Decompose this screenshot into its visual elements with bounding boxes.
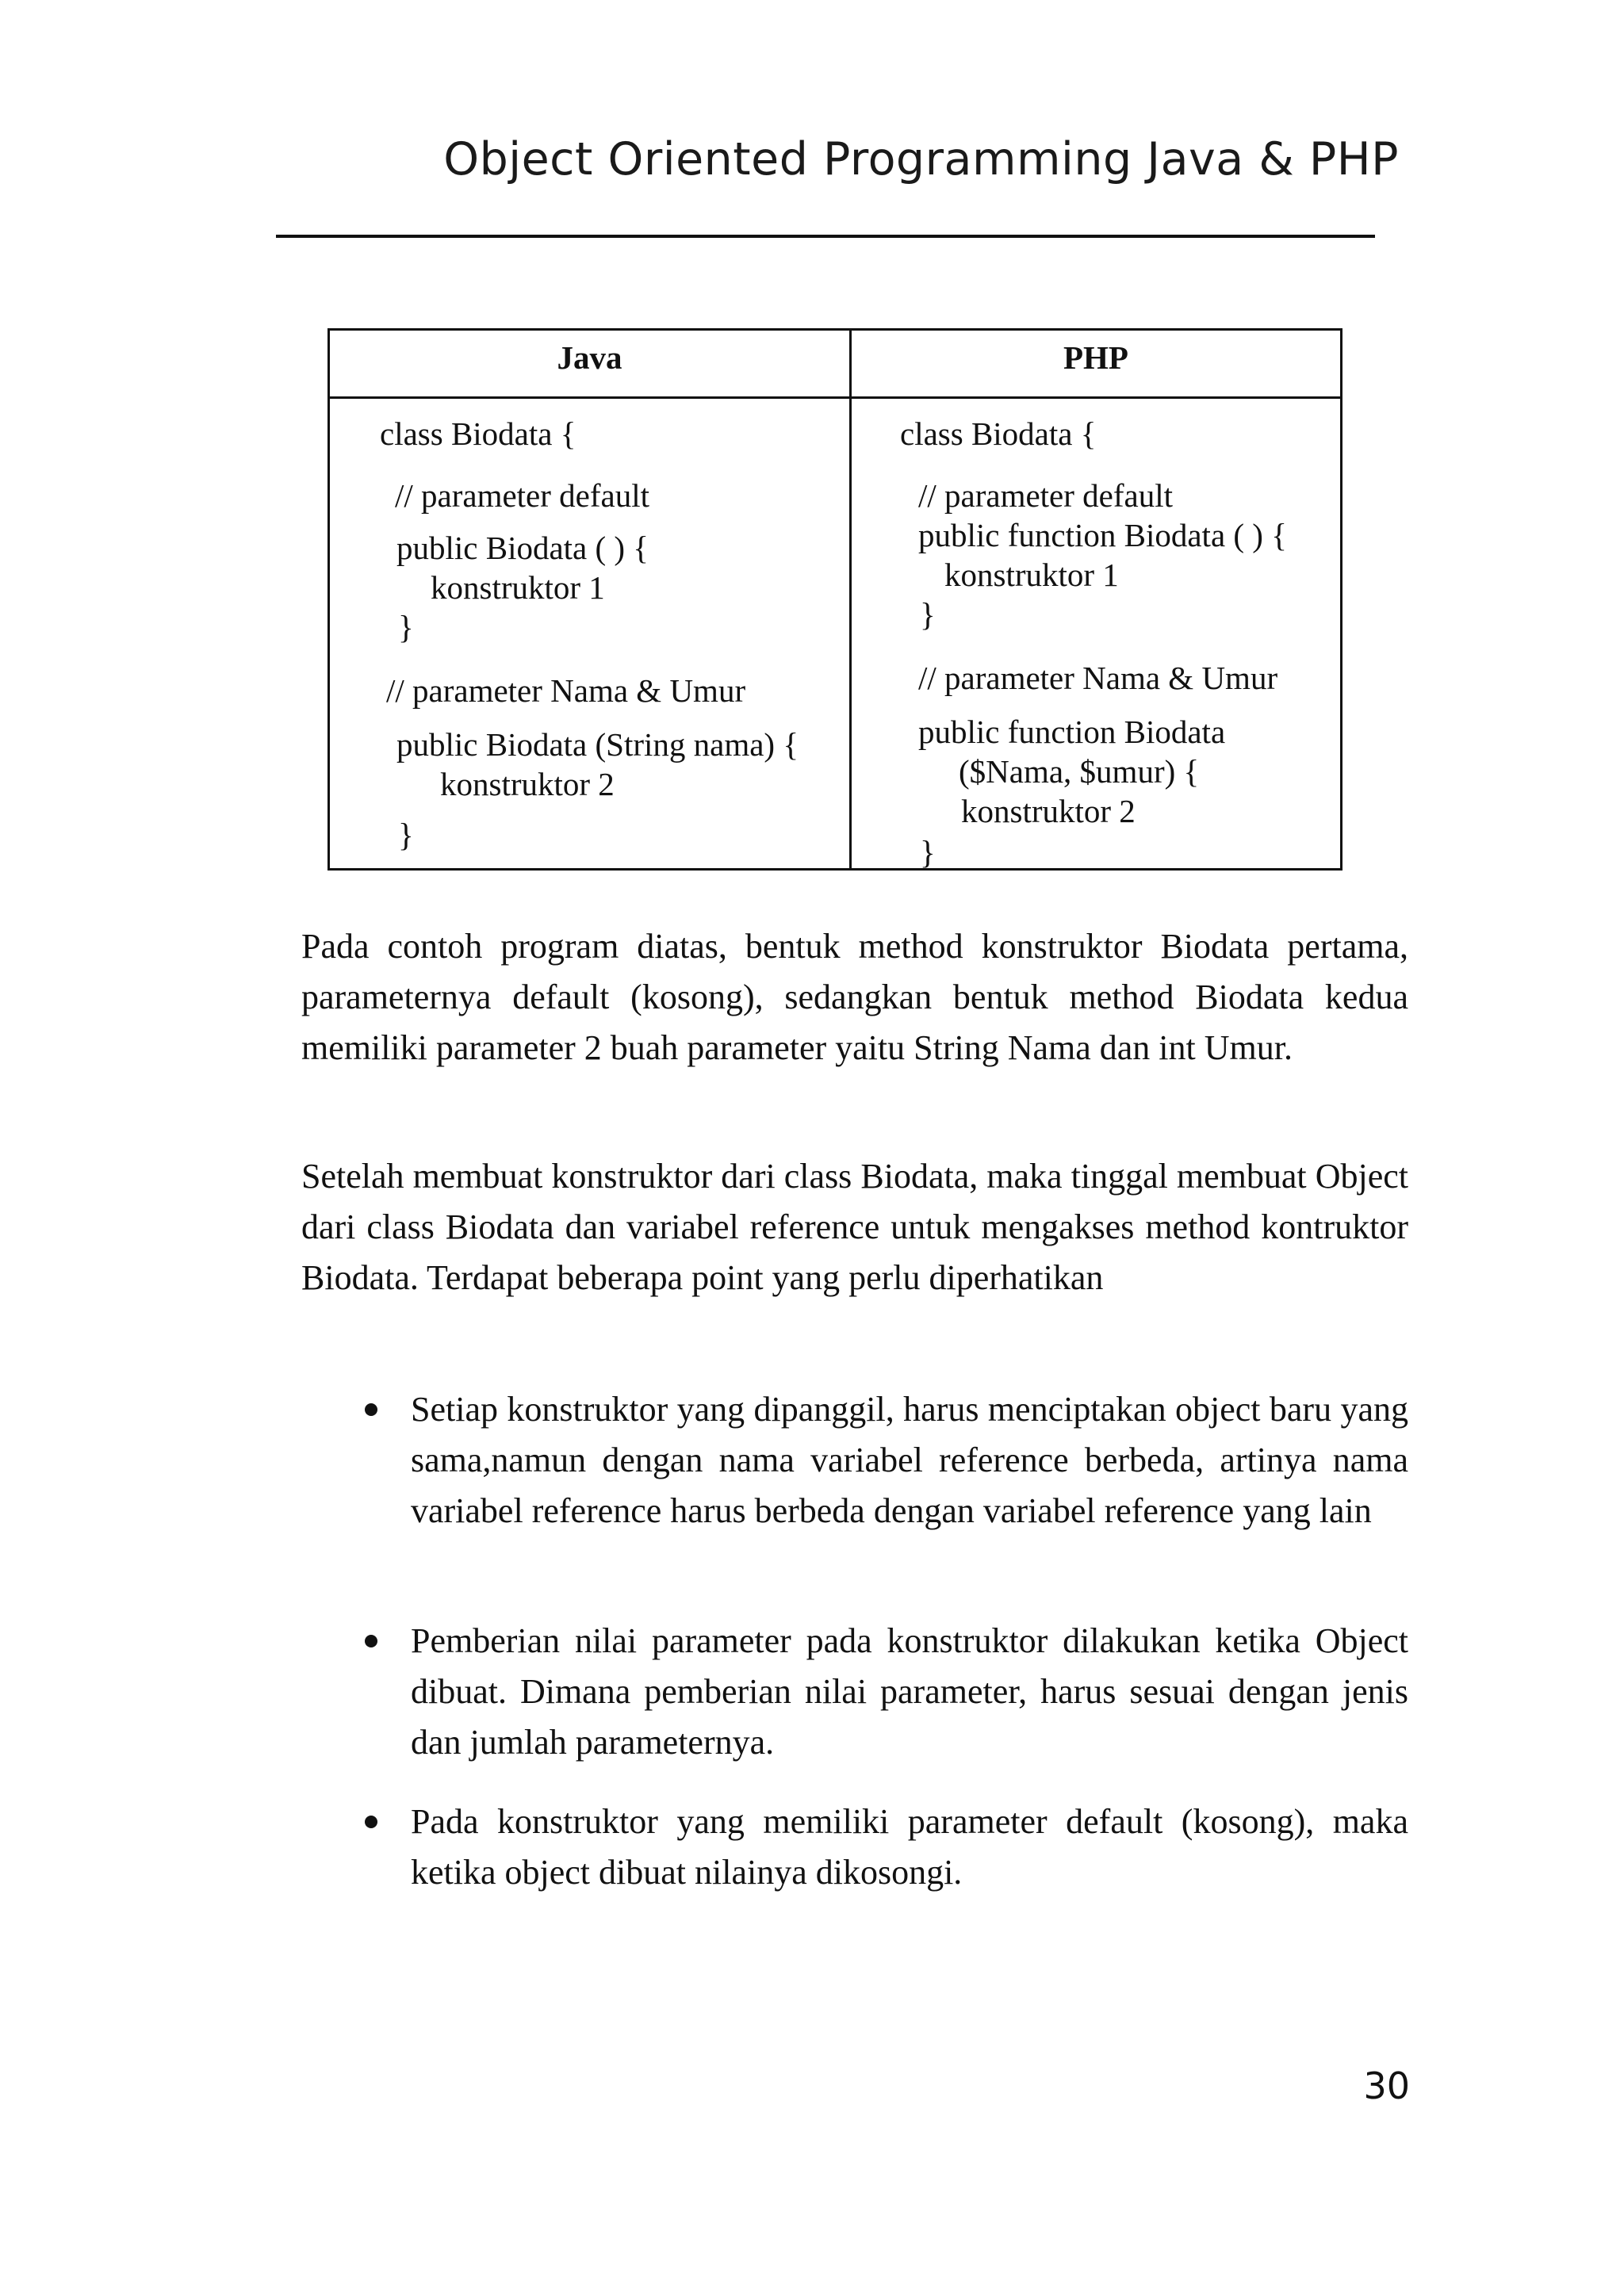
bullet-text: Pemberian nilai parameter pada konstruktor dilakukan ketika Object dibuat. Dimana pemberian nilai parameter, harus sesuai dengan jenis dan jumlah parameternya. bbox=[411, 1621, 1408, 1762]
bullet-dot-icon bbox=[365, 1403, 377, 1416]
php-code-line: } bbox=[920, 834, 936, 871]
php-column-header: PHP bbox=[1063, 339, 1128, 376]
header-rule bbox=[276, 235, 1375, 238]
php-code-line: class Biodata { bbox=[900, 415, 1097, 452]
body-paragraph: Setelah membuat konstruktor dari class Biodata, maka tinggal membuat Object dari class Biodata dan variabel reference untuk mengakses method kontruktor Biodata. Terdapat beberapa point yang perlu diperhatikan bbox=[301, 1157, 1408, 1297]
page-number: 30 bbox=[1363, 2064, 1410, 2107]
header-divider bbox=[330, 396, 1340, 399]
php-code-line: public function Biodata bbox=[918, 714, 1226, 750]
java-code-line: } bbox=[398, 817, 414, 853]
bullet-dot-icon bbox=[365, 1816, 377, 1828]
code-comparison-table bbox=[327, 328, 1342, 871]
java-code-line: } bbox=[398, 609, 414, 645]
java-code-line: konstruktor 2 bbox=[440, 766, 615, 802]
java-code-line: class Biodata { bbox=[380, 415, 576, 452]
php-code-line: konstruktor 1 bbox=[944, 557, 1119, 593]
bullet-text: Setiap konstruktor yang dipanggil, harus menciptakan object baru yang sama,namun dengan nama variabel reference berbeda, artinya nama variabel reference harus berbeda dengan variabel reference yang lain bbox=[411, 1390, 1408, 1530]
bullet-text: Pada konstruktor yang memiliki parameter default (kosong), maka ketika object dibuat nilainya dikosongi. bbox=[411, 1802, 1408, 1892]
column-divider bbox=[849, 331, 852, 868]
java-code-line: // parameter default bbox=[395, 477, 649, 514]
bullet-dot-icon bbox=[365, 1635, 377, 1647]
body-paragraph: Pada contoh program diatas, bentuk method konstruktor Biodata pertama, parameternya default (kosong), sedangkan bentuk method Biodata kedua memiliki parameter 2 buah parameter yaitu String Nama dan int Umur. bbox=[301, 927, 1408, 1067]
java-code-line: public Biodata (String nama) { bbox=[396, 726, 799, 763]
php-code-line: } bbox=[920, 596, 936, 633]
java-code-line: // parameter Nama & Umur bbox=[386, 672, 746, 709]
php-code-line: // parameter default bbox=[918, 477, 1173, 514]
php-code-line: public function Biodata ( ) { bbox=[918, 517, 1287, 553]
java-code-line: konstruktor 1 bbox=[431, 569, 605, 606]
php-code-line: ($Nama, $umur) { bbox=[959, 753, 1200, 790]
java-code-line: public Biodata ( ) { bbox=[396, 530, 649, 566]
php-code-line: // parameter Nama & Umur bbox=[918, 660, 1278, 696]
page-header-title: Object Oriented Programming Java & PHP bbox=[443, 133, 1399, 186]
java-column-header: Java bbox=[557, 339, 622, 376]
php-code-line: konstruktor 2 bbox=[961, 793, 1136, 829]
